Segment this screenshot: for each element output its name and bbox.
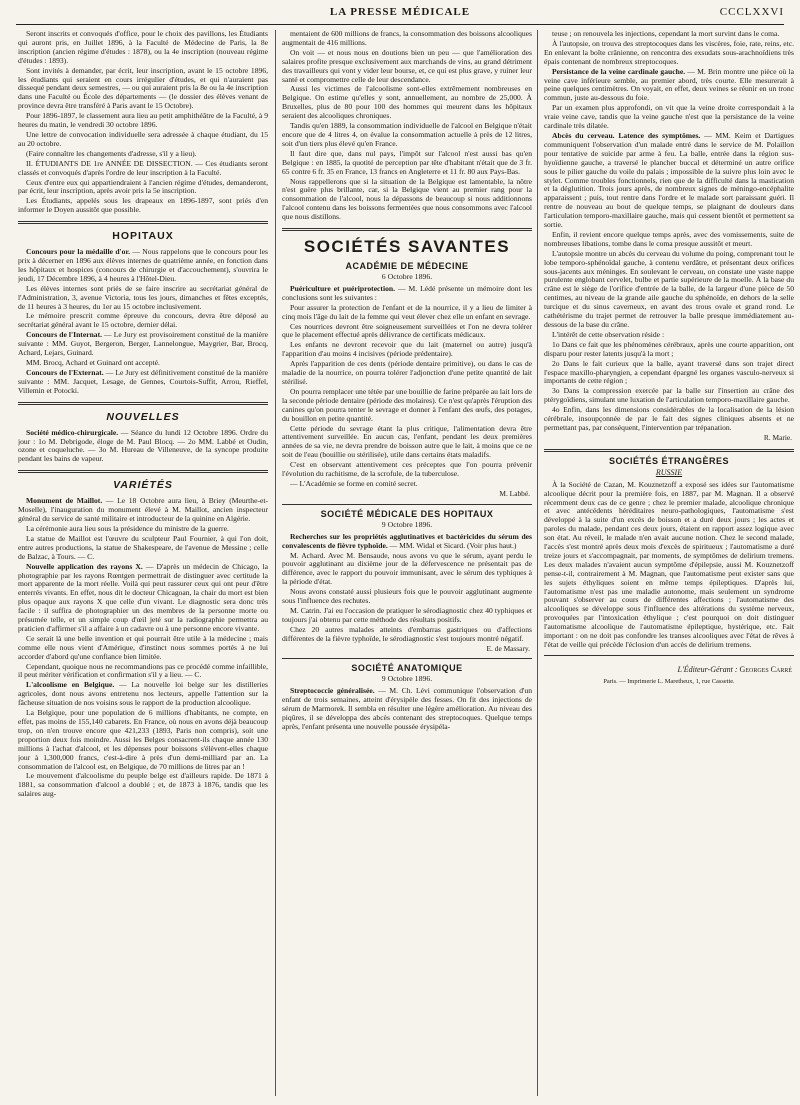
column-3 [544, 30, 794, 1094]
paragraph: Pour 1896-1897, le classement aura lieu au petit amphithéâtre de la Faculté, à 9 heures du matin, le vendredi 30 octobre 1896. [18, 111, 268, 130]
item-text: Les élèves internes sont priés de se faire inscrire au secrétariat général de l'Administration, 3, avenue Victoria, tous les jours, dimanches et fêtes exceptés, de 11 heures à 3 heures, du 1er au 15 octobre inclusivement. [18, 283, 268, 311]
paragraph [544, 481, 794, 650]
paragraph: Les Étudiants, appelés sous les drapeaux en 1896-1897, sont priés d'en informer le Doyen aussitôt que possible. [18, 196, 268, 215]
paragraph [18, 248, 268, 284]
item-text: Nous avons constaté aussi plusieurs fois que le pouvoir agglutinant augmente sous l'influence des rechutes. [282, 587, 532, 606]
session-date: 6 Octobre 1896. [381, 272, 433, 282]
item-text: Après l'apparition de ces dents (période dentaire primitive), ou dans le cas de maladie de la nourrice, on pourra tolérer l'adjonction d'une petite quantité de lait stérilisé. [282, 359, 532, 386]
paragraph: Une lettre de convocation individuelle sera adressée à chaque étudiant, du 15 au 20 octobre. [18, 129, 268, 148]
item-text: — Le Jury est provisoirement constitué de la manière suivante : MM. Guyot, Bergeron, Berger, Lannelongue, Maygrier, Bar, Brocq, Achard, Lejars, Guinard. [18, 330, 268, 358]
paragraph [18, 369, 268, 396]
signature: R. Marie. [763, 432, 792, 442]
paragraph [18, 535, 268, 562]
column-1 [18, 30, 268, 1094]
item-text: Chez 20 autres malades atteints d'embarras gastriques ou d'affections différentes de la fièvre typhoïde, le sérodiagnostic s'est toujours montré négatif. [282, 624, 532, 643]
paragraph: Sont invités à demander, par écrit, leur inscription, avant le 15 octobre 1896, les étudiants qui seraient en cours irrégulier d'études, et qui n'auraient pas dissequé pendant deux semestres, — ou qui auraient pris la 8e ou la 4e inscription dans une Faculté ou École des départements — (le dossier des élèves venant de province devra être transféré à Paris avant le 15 Octobre). [18, 65, 268, 111]
paragraph [282, 461, 532, 479]
item-text: On pourra remplacer une tétée par une bouillie de farine préparée au lait lors de la seconde période dentaire (période des molaires). Ce n'est qu'après l'éruption des canines qu'on pourra tenter le sevrage et donner à l'enfant des œufs, des potages, du bouillon en petite quantité. [282, 386, 532, 423]
paragraph [544, 104, 794, 131]
paragraph [544, 250, 794, 330]
item-heading: Société médico-chirurgicale. [26, 427, 119, 437]
item-text: 1o Dans ce fait que les phénomènes cérébraux, après une courte apparition, ont disparu pour rester latents jusqu'à la mort ; [544, 339, 794, 358]
section-rule [18, 470, 268, 473]
item-text: — M. Ch. Lévi communique l'observation d'un enfant de trois semaines, atteint d'érysipèle des fesses. On fit des injections de sérum de Marmorek. Il sembla en résulter une légère amélioration. Au niveau des piqûres, il se développa des abcès contenant des streptocoques. Quelque temps après, l'enfant présenta une nouvelle poussée érysipéla- [282, 686, 532, 731]
paragraph: Nous rappellerons que si la situation de la Belgique est lamentable, la nôtre n'est guère plus brillante, car, si la Belgique vient au premier rang pour la consommation de l'alcool, nous la dépassons de beaucoup si nous additionnons l'alcool contenu dans les boissons fermentées que nous consommons avec l'alcool que nous distillons. [282, 176, 532, 222]
item-text: M. Achard. Avec M. Bensaude, nous avons vu que le sérum, ayant perdu le pouvoir agglutinant au dixième jour de la défervescence ne présentait pas de différence, avec le rapport du pouvoir immunisant, avec le sérum des typhiques à la période d'état. [282, 550, 532, 587]
paragraph [18, 359, 268, 368]
signature: M. Labbé. [499, 488, 530, 498]
section-rule [544, 449, 794, 452]
paragraph [282, 341, 532, 359]
item-heading: Recherches sur les propriétés agglutinatives et bactéricides du sérum des convalescents de fièvre typhoïde. [282, 531, 532, 550]
item-text: Cette période du sevrage étant la plus critique, l'alimentation devra être attentivement surveillée. En aucun cas, l'enfant, pendant les deux premières années de sa vie, ne devra prendre de boisson autre que le lait, à moins que ce ne soit de l'eau (bouillie ou stérilisée), utile dans certains états maladifs. [282, 423, 532, 460]
paragraph [282, 607, 532, 625]
item-heading: Concours de l'Internat. [26, 330, 103, 340]
paragraph [282, 552, 532, 588]
journal-title: LA PRESSE MÉDICALE [329, 6, 471, 18]
paragraph [18, 525, 268, 534]
item-heading: Concours pour la médaille d'or. [26, 247, 131, 257]
item-text: — Le 18 Octobre aura lieu, à Briey (Meurthe-et-Moselle), l'inauguration du monument élevé à M. Maillot, ancien inspecteur général du service de santé militaire et introducteur de la quinine en Algérie. [18, 496, 268, 524]
paragraph [18, 663, 268, 681]
section-rule [282, 504, 532, 505]
paragraph: II. ÉTUDIANTS DE 1re ANNÉE DE DISSECTION. — Ces étudiants seront classés et convoqués d'après l'ordre de leur inscription à la Faculté. [18, 158, 268, 177]
paragraph [282, 304, 532, 322]
paragraph [282, 480, 532, 489]
paragraph [282, 323, 532, 341]
item-heading: Nouvelle application des rayons X. [26, 561, 143, 571]
paragraph: Il faut dire que, dans nul pays, l'impôt sur l'alcool n'est aussi bas qu'en Belgique : en 1885, la quotité de perception par tête d'habitant n'était que de 3 fr. 65 contre 6 fr. 35 en France, 13 francs en Angleterre et 11 fr. 80 aux Pays-Bas. [282, 148, 532, 176]
paragraph: Ceux d'entre eux qui appartiendraient à l'ancien régime d'études, demanderont, par écrit, leur inscription, après avoir pris la 5e inscription. [18, 177, 268, 196]
paragraph [282, 588, 532, 606]
item-text: L'intérêt de cette observation réside : [552, 329, 665, 339]
paragraph [282, 360, 532, 387]
subsection-title-anatomique: SOCIÉTÉ ANATOMIQUE [351, 663, 463, 674]
item-text: — Le Jury est définitivement constitué de la manière suivante : MM. Jacquet, Lesage, de Gennes, Courtois-Suffit, Arrou, Rieffel, Villemin et Potocki. [18, 367, 268, 395]
paragraph [18, 681, 268, 708]
paragraph: Seront inscrits et convoqués d'office, pour le choix des pavillons, les Étudiants qui auront pris, en Juillet 1896, à la Faculté de Médecine de Paris, la 8e inscription (ancien régime d'études : 1878), ou la 4e inscription (nouveau régime d'études : 1893). [18, 30, 268, 65]
item-text: MM. Brocq, Achard et Guinard ont accepté. [26, 358, 160, 367]
item-text: — Séance du lundi 12 Octobre 1896. Ordre du jour : 1o M. Debrigode, éloge de M. Paul Blocq. — 2o MM. Labbé et Oudin, ozone et coqueluche. — 3o M. Hureau de Villeneuve, de la syncope produite pendant les bains de vapeur. [18, 427, 268, 464]
item-heading: Puériculture et puériprotection. [290, 283, 395, 293]
paragraph [18, 285, 268, 312]
printer-credit: Paris. — Imprimerie L. Maretheux, 1, rue Cassette. [603, 677, 735, 685]
paragraph: Tandis qu'en 1889, la consommation individuelle de l'alcool en Belgique n'était encore que de 4 litres 4, on évalue la consommation actuelle à près de 12 litres, soit d'un tiers plus élevé qu'en France. [282, 121, 532, 148]
item-heading: Persistance de la veine cardinale gauche. [552, 66, 686, 76]
item-text: C'est en observant attentivement ces préceptes que l'on pourra prévenir l'évolution du rachitisme, de la scrofule, de la tuberculose. [282, 460, 532, 479]
paragraph: teuse ; on renouvela les injections, cependant la mort survint dans le coma. [552, 30, 780, 38]
top-rule [16, 24, 784, 25]
column-rule [537, 30, 538, 1096]
masthead [16, 6, 784, 24]
paragraph [544, 331, 794, 340]
paragraph: À l'autopsie, on trouva des streptocoques dans les viscères, foie, rate, reins, etc. En enlevant la boîte crânienne, on rencontra des exsudats sous-arachnoïdiens très épais contenant de nombreux streptocoques. [544, 38, 794, 66]
session-date: 9 Octobre 1896. [381, 519, 433, 529]
item-text: La Belgique, pour une population de 6 millions d'habitants, ne compte, en effet, pas moins de 155,140 cabarets. En France, où nous en avons déjà beaucoup trop, on n'en trouve encore que 421,233 (1893, Paris non compris), soit une proportion deux fois moindre. Aussi les Belges consacrent-ils chaque année 130 millions à l'achat d'alcool, et les dépenses pour boissons s'élèvent-elles chaque jour à 1,300,000 francs, c'est-à-dire à près d'un demi-milliard par an. La consommation de l'alcool est, en Belgique, de 70 millions de litres par an ! [18, 708, 268, 771]
paragraph [544, 406, 794, 433]
paragraph [18, 497, 268, 524]
column-2 [282, 30, 532, 1094]
paragraph [282, 285, 532, 303]
section-rule [282, 658, 532, 659]
paragraph [544, 68, 794, 104]
item-text: 2o Dans le fait curieux que la balle, ayant traversé dans son trajet direct l'espace maxillo-pharyngien, a cependant épargné les organes vasculo-nerveux si importants de cette région ; [544, 358, 794, 386]
item-text: Pour assurer la protection de l'enfant et de la nourrice, il y a lieu de limiter à cinq mois l'âge du lait de la femme qui veut élever chez elle un enfant en sevrage. [282, 302, 532, 321]
section-rule [544, 655, 794, 656]
paragraph [18, 709, 268, 771]
item-text: Enfin, il revient encore quelque temps après, avec des vomissements, suite de nombreuses libations, tombe dans le coma presque aussitôt et meurt. [544, 229, 794, 248]
section-rule [18, 221, 268, 224]
item-text: — D'après un médecin de Chicago, la photographie par les rayons Rœntgen permettrait de distinguer avec certitude la mort apparente de la mort réelle. Voilà qui peut rassurer ceux qui ont peur d'être enterrés vivants. En effet, nous dit le docteur Chicagoan, la chair du mort est bien plus opaque aux rayons X que celle d'un vivant. Le diagnostic sera donc très facile : il suffira de photographier un des membres de la personne morte ou présumée telle, et un simple coup d'œil jeté sur la radiographie permettra au praticien d'affirmer s'il a affaire à un cadavre ou à une personne encore vivante. [18, 561, 268, 633]
section-title-nouvelles: NOUVELLES [106, 410, 180, 423]
item-text: — La nouvelle loi belge sur les distilleries agricoles, dont nous avons entretenu nos lecteurs, appelle l'attention sur la fâcheuse situation de nos voisins sous le rapport de la production alcoolique. [18, 680, 268, 708]
paragraph: mentaient de 600 millions de francs, la consommation des boissons alcooliques augmentait de 416 millions. [282, 30, 532, 47]
item-heading: Concours de l'Externat. [26, 367, 104, 377]
item-text: 4o Enfin, dans les dimensions considérables de la localisation de la lésion cérébrale, insoupçonnée de par le fait des signes cliniques absents et ne permettant pas, par conséquent, l'intervention par trépanation. [544, 405, 794, 432]
paragraph [544, 132, 794, 230]
paragraph [282, 626, 532, 644]
paragraph [544, 387, 794, 405]
section-title-societes-savantes: SOCIÉTÉS SAVANTES [303, 237, 511, 257]
item-text: — MM. Keim et Dartigues communiquent l'observation d'un malade entré dans le service de M. Polaillon pour tentative de suicide par arme à feu. La balle, entrée dans la région sus-hyoïdienne gauche, a traversé le plancher buccal et déterminé un autre orifice sous le pilier gauche du voile du palais ; impossible de la suivre plus loin avec le stylet. Comme troubles fonctionnels, rien que de la difficulté dans la mastication et la déglutition. Trois jours après, de nombreux signes de méningo-encéphalite apparaissent ; puis, tout rentre dans l'ordre et le malade sort paraissant guéri. Il rentre de nouveau au bout de quelque temps, se plaignant de douleurs dans l'articulation temporo-maxillaire gauche, mais qui cessent bientôt et permettent sa sortie. [544, 130, 794, 230]
paragraph [282, 533, 532, 551]
item-heading: Abcès du cerveau. Latence des symptômes. [552, 130, 701, 140]
item-text: M. Catrin. J'ai eu l'occasion de pratiquer le sérodiagnostic chez 40 typhiques et toujours j'ai obtenu par cette méthode des résultats positifs. [282, 605, 532, 624]
item-text: La statue de Maillot est l'œuvre du sculpteur Paul Fournier, à qui l'on doit, entre autres productions, la statue de Shakespeare, de l'avenue de Messine ; celle de Balzac, à Tours. — C. [18, 533, 268, 561]
editor-label: L'Éditeur-Gérant : [677, 664, 740, 674]
page-folio: CCCLXXVI [719, 6, 784, 18]
item-text: Ces nourrices devront être soigneusement surveillées et l'on ne devra tolérer que le placement effectué après délivrance de certificats médicaux. [282, 321, 532, 340]
editor-name: Georges Carré [739, 664, 792, 674]
editor-credit [544, 666, 792, 675]
paragraph [18, 429, 268, 465]
item-text: — M. Brin montre une pièce où la veine cave inférieure semble, au premier abord, très courte. Elle mesurerait à peine quelques centimètres. On voyait, en effet, deux veines se réunir en un tronc commun, juste au-dessous du foie. [544, 66, 794, 103]
paragraph: Aussi les victimes de l'alcoolisme sont-elles extrêmement nombreuses en Belgique. On estime qu'elles y sont, annuellement, au nombre de 25,000. À Bruxelles, plus de 80 pour 100 des hommes qui meurent dans les hôpitaux seraient des alcooliques chroniques. [282, 84, 532, 121]
paragraph [18, 331, 268, 358]
paragraph [544, 360, 794, 387]
item-heading: Streptococcie généralisée. [290, 686, 375, 696]
item-text: — MM. Widal et Sicard. (Voir plus haut.) [387, 540, 517, 550]
section-title-societes-etrangeres: SOCIÉTÉS ÉTRANGÈRES [608, 455, 730, 466]
paragraph [282, 388, 532, 424]
subsection-title-hopitaux: SOCIÉTÉ MÉDICALE DES HOPITAUX [320, 508, 494, 519]
section-title-varietes: VARIÉTÉS [113, 479, 173, 492]
country-heading: RUSSIE [655, 467, 683, 477]
item-text: Par un examen plus approfondi, on vit que la veine droite correspondait à la vraie veine cave, tandis que la veine gauche n'est que la persistance de la veine cardinale très dilatée. [544, 103, 794, 131]
paragraph: (Faire connaître les changements d'adresse, s'il y a lieu). [26, 148, 197, 158]
item-text: Cependant, quoique nous ne recommandions pas ce procédé comme infaillible, il peut mériter vérification et confirmation s'il y a lieu. — C. [18, 661, 268, 680]
paragraph [18, 563, 268, 634]
paragraph [282, 687, 532, 732]
item-text: Les enfants ne devront recevoir que du lait (maternel ou autre) jusqu'à l'apparition d'au moins 4 incisives (période prédentaire). [282, 340, 532, 359]
section-rule [282, 228, 532, 231]
paragraph [18, 635, 268, 662]
item-text: — M. Lédé présente un mémoire dont les conclusions sont les suivantes : [282, 283, 532, 302]
section-rule [18, 402, 268, 405]
paragraph [544, 341, 794, 359]
subsection-title-academie: ACADÉMIE DE MÉDECINE [345, 261, 469, 272]
item-heading: Monument de Maillot. [26, 496, 103, 506]
item-text: — Nous rappelons que le concours pour les prix à décerner en 1896 aux élèves internes de quatrième année, en fonction dans les hôpitaux et hospices (concours de chirurgie et d'accouchement), s'ouvrira le jeudi, 17 Décembre 1896, à 4 heures à l'Hôtel-Dieu. [18, 247, 268, 283]
item-text: Le mémoire prescrit comme épreuve du concours, devra être déposé au secrétariat général avant le 15 octobre, dernier délai. [18, 311, 268, 330]
item-text: Ce serait là une belle invention et qui pourrait être utile à la médecine ; mais comme elle nous vient d'Amérique, d'instinct nous sommes portés à ne lui accorder d'abord qu'une confiance bien limitée. [18, 633, 268, 661]
paragraph: On voit — et nous nous en doutions bien un peu — que l'amélioration des salaires profite presque exclusivement aux marchands de vins, au grand détriment des travailleurs qui vont y vider leur bourse, et, ce qui est plus grave, y ruiner leur santé et compromettre celle de leur descendance. [282, 47, 532, 84]
item-text: À la Société de Cazan, M. Kouznetzoff a exposé ses idées sur l'automatisme alcoolique décrit pour la première fois, en 1887, par M. Magnan. Il a observé récemment deux cas de ce genre ; chez le premier malade, alcoolique chronique et avec antécédents héréditaires neuro-pathologiques, l'automatisme s'est développé à la suite d'un excès de boisson et a duré deux jours ; les actes et paroles du malade, pendant ces deux jours, étaient en rapport assez logique avec son état. Au réveil, le malade n'en avait aucune notion. Chez le second malade, l'accès s'est montré après deux mois d'excès de spiritueux ; l'automatisme a duré treize jours et s'accompagnait, par moments, de symptômes de delirium tremens. Les deux malades n'avaient aucun symptôme d'épilepsie, aussi M. Kouznetzoff pense-t-il, contrairement à M. Magnan, que l'automatisme peut exister sans que les sujets éthyliques soient en même temps épileptiques. D'après lui, l'automatisme n'est pas une maladie autonome, mais seulement un syndrome pouvant s'observer au cours de différentes affections ; l'automatisme des alcooliques se développe sous l'influence des altérations du système nerveux, provoquées par l'intoxication éthylique ; c'est pourquoi on doit distinguer l'automatisme alcoolique de l'automatisme épileptique, hystérique, etc. Fait important : on ne doit pas confondre les transes alcooliques avec l'état de rêves à l'état de veille qui précède l'éclosion d'un accès de delirium tremens. [544, 479, 794, 649]
section-title-hopitaux: HOPITAUX [112, 230, 174, 243]
item-text: 3o Dans la compression exercée par la balle sur l'insertion au crâne des ptérygoïdiens, simulant une luxation de l'articulation temporo-maxillaire gauche. [544, 386, 794, 405]
session-date: 9 Octobre 1896. [381, 674, 433, 684]
paragraph [18, 772, 268, 799]
paragraph [282, 425, 532, 461]
column-rule [275, 30, 276, 1096]
paragraph [544, 231, 794, 249]
item-text: Le mouvement d'alcoolisme du peuple belge est d'ailleurs rapide. De 1871 à 1881, sa consommation d'alcool a doublé ; et, de 1873 à 1876, tandis que les salaires aug- [18, 771, 268, 799]
paragraph [18, 312, 268, 330]
item-text: L'autopsie montre un abcès du cerveau du volume du poing, comprenant tout le lobe temporo-sphénoïdal gauche, à contenu verdâtre, et présentant deux orifices sous-jacents aux méninges. En soulevant le cerveau, on constate une vaste nappe purulente englobant cervelet, bulbe et partie supérieure de la moelle. À la base du crâne est le siège de l'orifice d'entrée de la balle, de la largeur d'une pièce de 50 centimes, au niveau de la grande aile gauche du sphénoïde, en dehors de la selle turcique et du sinus caverneux, en avant des trous ovale et grand rond. Le cathétérisme du trajet permet de retrouver la balle presque immédiatement au-dessous de la base du crâne. [544, 248, 794, 329]
item-text: La cérémonie aura lieu sous la présidence du ministre de la guerre. [26, 523, 229, 533]
item-heading: L'alcoolisme en Belgique. [26, 680, 115, 690]
signature: E. de Massary. [486, 643, 530, 653]
item-text: — L'Académie se forme en comité secret. [290, 478, 418, 488]
